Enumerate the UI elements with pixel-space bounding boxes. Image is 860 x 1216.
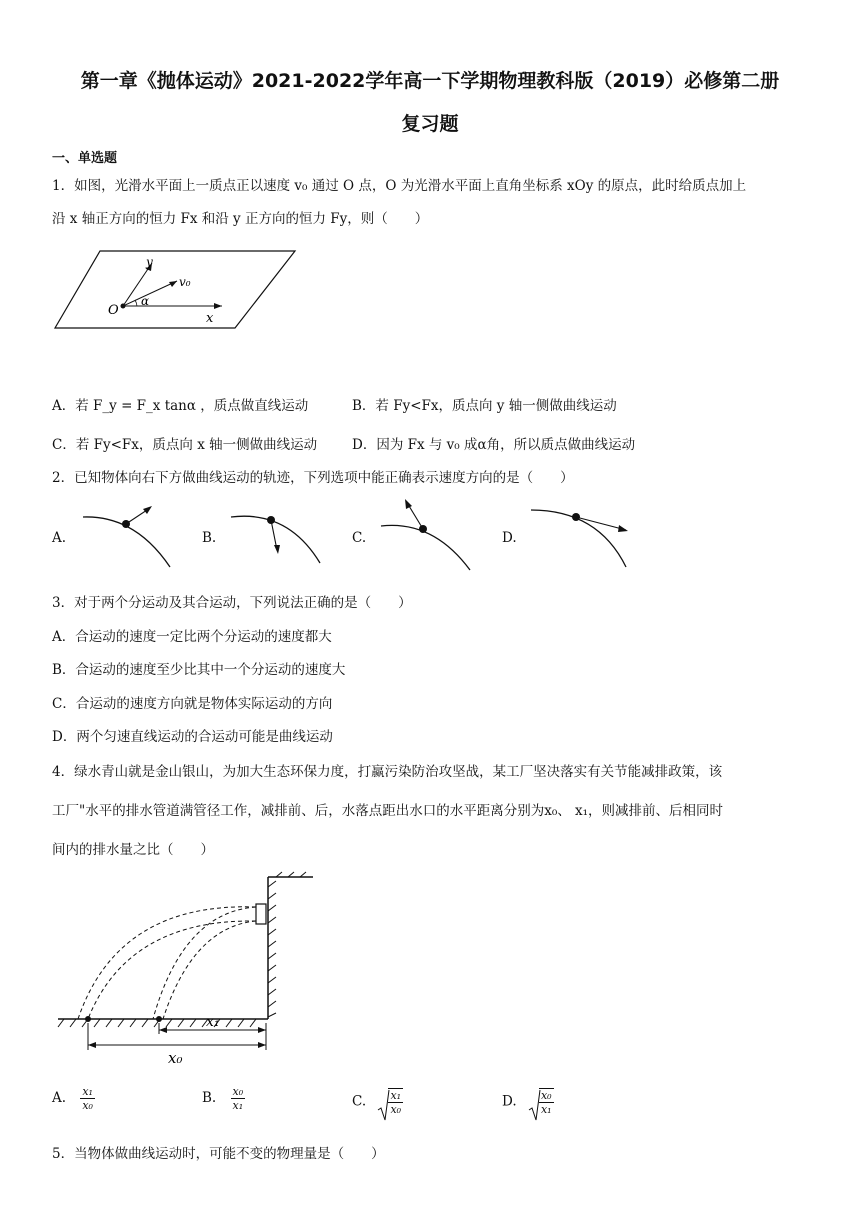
q1-fig-y-label: y — [146, 255, 153, 269]
q5-stem: 5．当物体做曲线运动时，可能不变的物理量是（ ） — [52, 1146, 385, 1162]
q1-fig-x-label: x — [206, 311, 214, 326]
q2-option-d-figure — [528, 505, 638, 585]
q4-stem-line1: 4．绿水青山就是金山银山，为加大生态环保力度，打赢污染防治攻坚战，某工厂坚决落实有关节能减排政策，该 — [52, 764, 723, 780]
q1-stem-line1: 1．如图，光滑水平面上一质点正以速度 v₀ 通过 O 点，O 为光滑水平面上直角坐标系 xOy 的原点，此时给质点加上 — [52, 178, 747, 194]
q4-label-d: D. — [502, 1093, 517, 1110]
q4-figure — [58, 872, 328, 1067]
q1-fig-v0-label: v₀ — [179, 275, 191, 289]
q3-option-b: B．合运动的速度至少比其中一个分运动的速度大 — [52, 662, 346, 678]
q4-fig-x1-label: x₁ — [206, 1014, 220, 1030]
q3-option-a: A．合运动的速度一定比两个分运动的速度都大 — [52, 629, 332, 645]
q2-option-c-figure — [378, 498, 478, 578]
q4-stem-line2: 工厂"水平的排水管道满管径工作，减排前、后，水落点距出水口的水平距离分别为x₀、 x₁，则减排前、后相同时 — [52, 803, 724, 819]
q4-option-c — [352, 1085, 403, 1119]
q1-stem-line2: 沿 x 轴正方向的恒力 Fx 和沿 y 正方向的恒力 Fy，则（ ） — [52, 211, 429, 227]
q1-figure — [52, 248, 312, 338]
section-heading: 一、单选题 — [52, 151, 118, 166]
q4-option-c-fraction: $\frac{\text{x₁}}{\text{x₀}}$ — [390, 1089, 402, 1116]
sqrt-icon — [378, 1088, 390, 1122]
q2-option-b-figure — [228, 505, 328, 585]
document-title-line2: 复习题 — [401, 113, 459, 135]
q2-stem: 2．已知物体向右下方做曲线运动的轨迹，下列选项中能正确表示速度方向的是（ ） — [52, 470, 574, 486]
q2-option-a-figure — [80, 505, 180, 575]
q4-label-b: B. — [202, 1090, 217, 1106]
q4-label-a: A. — [52, 1090, 67, 1106]
q1-fig-alpha-label: α — [141, 294, 150, 308]
q2-label-d: D. — [502, 530, 517, 546]
q4-option-d-fraction: $\frac{\text{x₀}}{\text{x₁}}$ — [540, 1089, 552, 1116]
q3-option-c: C．合运动的速度方向就是物体实际运动的方向 — [52, 696, 333, 712]
q4-option-b — [202, 1085, 245, 1112]
q4-label-c: C. — [352, 1093, 367, 1110]
q4-stem-line3: 间内的排水量之比（ ） — [52, 842, 214, 858]
q4-option-b-fraction: $\frac{\text{x₀}}{\text{x₁}}$ — [232, 1085, 244, 1112]
q4-option-a-fraction: $\frac{\text{x₁}}{\text{x₀}}$ — [82, 1085, 93, 1112]
q2-label-c: C. — [352, 530, 367, 546]
q3-stem: 3．对于两个分运动及其合运动，下列说法正确的是（ ） — [52, 595, 412, 611]
q1-option-d: D．因为 Fx 与 v₀ 成α角，所以质点做曲线运动 — [352, 437, 636, 453]
q4-option-d — [502, 1085, 554, 1119]
q1-option-b: B．若 Fy<Fx，质点向 y 轴一侧做曲线运动 — [352, 398, 617, 414]
q1-option-c: C．若 Fy<Fx，质点向 x 轴一侧做曲线运动 — [52, 437, 318, 453]
q4-fig-x0-label: x₀ — [168, 1049, 183, 1067]
q3-option-d: D．两个匀速直线运动的合运动可能是曲线运动 — [52, 729, 333, 745]
q4-option-a — [52, 1085, 95, 1112]
sqrt-icon — [529, 1088, 541, 1122]
q1-option-a: A．若 F_y = F_x tanα ，质点做直线运动 — [52, 398, 309, 414]
q2-label-b: B. — [202, 530, 217, 546]
q1-fig-O-label: O — [108, 303, 119, 318]
document-title-line1: 第一章《抛体运动》2021-2022学年高一下学期物理教科版（2019）必修第二册 — [80, 70, 780, 92]
q2-label-a: A. — [52, 530, 67, 546]
